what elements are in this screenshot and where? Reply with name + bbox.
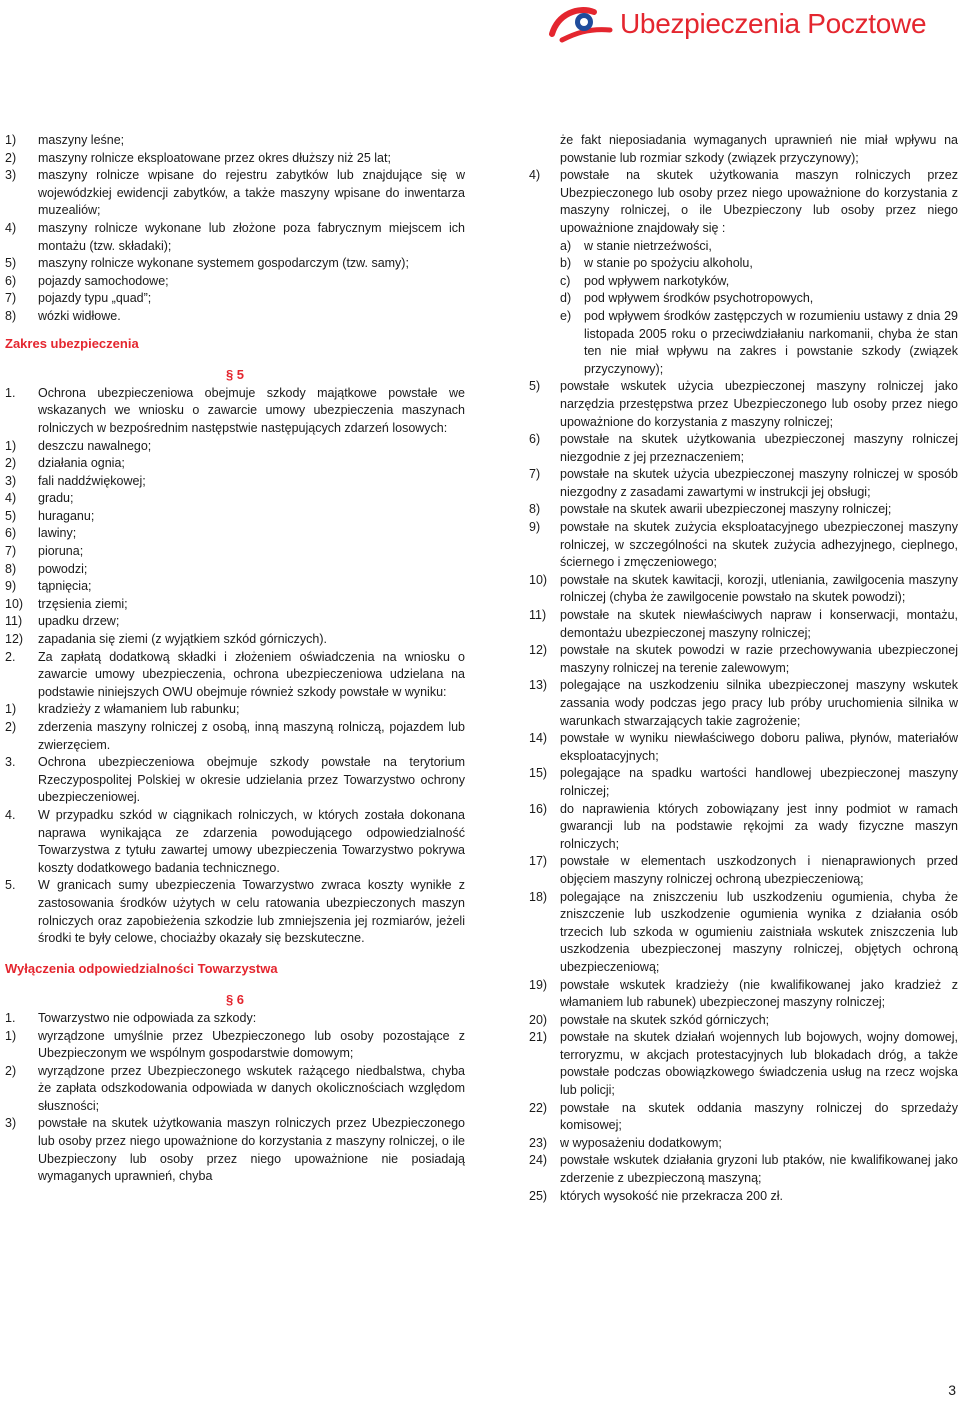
list-item-text: powstałe w elementach uszkodzonych i nienaprawionych przed objęciem maszyny rolniczej ochroną ubezpieczeniową; — [560, 854, 958, 886]
ubezpieczenia-pocztowe-logo-icon — [548, 4, 614, 44]
list-item-number: 1) — [5, 702, 17, 717]
list-item — [529, 466, 958, 501]
list-item-text: gradu; — [38, 491, 74, 506]
list-item-text: powstałe wskutek użycia ubezpieczonej maszyny rolniczej jako narzędzia przestępstwa przez Ubezpieczonego lub osoby przez niego upoważnione do korzystania z maszyny rolniczej; — [560, 379, 958, 429]
list-item-number: 23) — [529, 1135, 548, 1150]
list-item-text: polegające na zniszczeniu lub uszkodzeniu ogumienia, chyba że zniszczenie lub uszkodzenie ogumienia wynika z działania osób trzecich lub szkoda w ogumieniu zaistniała wskutek zniszczenia lub uszkodzenia ubezpieczonej maszyny rolniczej, objętych ochroną ubezpieczeniową; — [560, 889, 958, 974]
exclusions-list — [5, 1028, 465, 1186]
list-item-number: 22) — [529, 1100, 548, 1115]
list-item — [5, 273, 465, 291]
list-item — [529, 765, 958, 800]
list-item-text: powstałe na skutek powodzi w razie przechowywania ubezpieczonej maszyny rolniczej na terenie zalewowym; — [560, 643, 958, 675]
list-item-text: tąpnięcia; — [38, 579, 92, 594]
sub-list-item — [560, 308, 958, 378]
paragraph-1: 1. Ochrona ubezpieczeniowa obejmuje szkody majątkowe powstałe we wskazanych we wniosku o zawarcie umowy ubezpieczenia maszynach rolniczych w bezpośrednim następstwie następujących zdarzeń losowych: — [5, 385, 465, 435]
list-item-number: 2) — [5, 1063, 17, 1078]
list-item — [5, 561, 465, 579]
list-item — [5, 255, 465, 273]
list-item — [529, 607, 958, 642]
zakres-paragraphs-cont — [5, 649, 465, 702]
list-item-text: powstałe wskutek działania gryzoni lub ptaków, nie kwalifikowanej jako zderzenie z ubezpieczoną maszyną; — [560, 1153, 958, 1186]
list-item — [5, 438, 465, 456]
additional-coverage-list — [5, 701, 465, 754]
list-item-text: powstałe na skutek użytkowania ubezpieczonej maszyny rolniczej niezgodnie z jej przeznaczeniem; — [560, 432, 958, 464]
paragraph-6-1: 1. Towarzystwo nie odpowiada za szkody: — [5, 1010, 257, 1025]
list-item-text: których wysokość nie przekracza 200 zł. — [560, 1188, 784, 1203]
list-item — [5, 473, 465, 491]
list-item-number: e) — [560, 308, 572, 323]
list-item-number: 16) — [529, 801, 548, 816]
wylaczenia-paragraphs — [5, 1010, 465, 1028]
random-events-list — [5, 438, 465, 649]
sub-list-item — [560, 273, 958, 291]
list-item-number: 1) — [5, 438, 17, 453]
sub-list-item — [560, 290, 958, 308]
list-item-number: 25) — [529, 1188, 548, 1203]
list-item-number: 6) — [5, 526, 17, 541]
list-item — [5, 1028, 465, 1063]
list-item-text: pod wpływem środków psychotropowych, — [584, 291, 814, 306]
list-item-text: wyrządzone umyślnie przez Ubezpieczonego lub osoby pozostające z Ubezpieczonym we wspólnym gospodarstwie domowym; — [38, 1028, 465, 1061]
list-item-number: 4) — [5, 220, 17, 235]
list-item-number: 13) — [529, 678, 548, 693]
list-item — [5, 490, 465, 508]
list-item-text: pojazdy typu „quad”; — [38, 291, 152, 306]
list-item-text: maszyny leśne; — [38, 133, 125, 147]
list-item-number: 2) — [5, 456, 17, 471]
list-item-number: 8) — [529, 502, 541, 517]
list-item-number: c) — [560, 273, 571, 288]
paragraph-2: 2. Za zapłatą dodatkową składki i złożeniem oświadczenia na wniosku o zawarcie umowy ubezpieczenia, ochrona ubezpieczeniowa udzielana na podstawie niniejszych OWU obejmuje również szkody powstałe w wyniku: — [5, 649, 465, 699]
list-item-text: huraganu; — [38, 508, 95, 523]
list-item-number: 17) — [529, 854, 548, 869]
list-item — [529, 730, 958, 765]
excluded-machines-list — [5, 132, 465, 326]
list-item-text: powstałe w wyniku niewłaściwego doboru paliwa, płynów, materiałów eksploatacyjnych; — [560, 731, 958, 763]
list-item — [529, 1152, 958, 1187]
brand-logo — [500, 0, 960, 52]
list-item-number: 5) — [5, 508, 17, 523]
logo-text: Ubezpieczenia Pocztowe — [620, 8, 927, 39]
paragraph-3: 3. Ochrona ubezpieczeniowa obejmuje szkody powstałe na terytorium Rzeczypospolitej Polskiej w okresie udzielania przez Towarzystwo ochrony ubezpieczeniowej. — [5, 755, 465, 805]
list-item — [529, 378, 958, 431]
list-item — [5, 308, 465, 326]
exclusions-list-more — [529, 378, 958, 1205]
list-item-text: wózki widłowe. — [38, 308, 121, 323]
list-item — [5, 613, 465, 631]
list-item — [5, 719, 465, 754]
list-item-text: deszczu nawalnego; — [38, 438, 152, 453]
list-item-text: wyrządzone przez Ubezpieczonego wskutek rażącego niedbalstwa, chyba że zapłata odszkodowania odpowiada w danych okolicznościach względom słuszności; — [38, 1063, 465, 1113]
list-item — [529, 1100, 958, 1135]
list-item-text: pioruna; — [38, 544, 84, 559]
list-item-number: b) — [560, 256, 572, 271]
list-item-text: polegające na uszkodzeniu silnika ubezpieczonej maszyny wskutek zassania wody podczas jego pracy lub próby uruchomienia silnika w warunkach stwarzających takie zagrożenie; — [560, 678, 958, 728]
list-item-text: upadku drzew; — [38, 614, 120, 629]
list-item — [529, 1012, 958, 1030]
list-item-text: w wyposażeniu dodatkowym; — [560, 1135, 722, 1150]
list-item-number: 2) — [5, 720, 17, 734]
list-item — [529, 572, 958, 607]
zakres-paragraphs-cont2 — [5, 754, 465, 948]
list-item-text: działania ognia; — [38, 456, 125, 471]
list-item — [529, 431, 958, 466]
intoxication-sublist — [560, 238, 958, 379]
list-item — [5, 1115, 465, 1185]
list-item — [529, 1188, 958, 1206]
list-item-text: powstałe na skutek oddania maszyny rolniczej do sprzedaży komisowej; — [560, 1100, 958, 1133]
list-item-number: 6) — [5, 273, 17, 288]
list-item — [529, 642, 958, 677]
list-item-text: powstałe na skutek szkód górniczych; — [560, 1012, 770, 1027]
list-item — [5, 220, 465, 255]
list-item-text: lawiny; — [38, 526, 77, 541]
exclusion-item-4: 4) powstałe na skutek użytkowania maszyn rolniczych przez Ubezpieczonego lub osoby przez niego upoważnione do korzystania z maszyny rolniczej, o ile Ubezpieczony lub osoby przez niego upoważnione znajdowały się : a) w stanie nietrzeźwości, b) w stanie po spożyciu alkoholu, c) pod wpływem narkotyków, d) pod wpływem środków psychotropowych, e) pod wpływem środków zastępczych w rozumieniu ustawy z dnia 29 listopada 2005 roku o przeciwdziałaniu narkomanii, chyba że stan ten nie miał wpływu na zakres i powstanie szkody (związek przyczynowy); — [529, 167, 958, 378]
list-item-text: maszyny rolnicze wykonane systemem gospodarczym (tzw. samy); — [38, 256, 409, 271]
list-item-number: 2) — [5, 150, 17, 165]
continuation-text: że fakt nieposiadania wymaganych uprawnień nie miał wpływu na powstanie lub rozmiar szkody (związek przyczynowy); — [560, 133, 958, 165]
list-item-number: 8) — [5, 308, 17, 323]
list-item-number: 6) — [529, 432, 541, 447]
list-item — [5, 596, 465, 614]
list-item-text: zderzenia maszyny rolniczej z osobą, inną maszyną rolniczą, pojazdem lub zwierzęciem. — [38, 720, 465, 752]
list-item — [529, 677, 958, 730]
list-item-text: fali naddźwiękowej; — [38, 473, 146, 488]
list-item — [529, 889, 958, 977]
list-item — [5, 132, 465, 150]
zakres-paragraphs — [5, 385, 465, 438]
section-number-6: § 6 — [225, 992, 245, 1008]
list-item-number: 15) — [529, 766, 548, 781]
list-item-number: 4) — [5, 491, 17, 506]
list-item — [529, 1135, 958, 1153]
list-item — [5, 578, 465, 596]
list-item — [5, 701, 465, 719]
list-item-text: zapadania się ziemi (z wyjątkiem szkód górniczych). — [38, 632, 327, 647]
list-item-number: 11) — [5, 614, 23, 629]
list-item-text: powstałe na skutek zużycia eksploatacyjnego ubezpieczonej maszyny rolniczej, w szczególności na skutek zużycia adhezyjnego, cieplnego, ściernego i zmęczeniowego; — [560, 520, 958, 570]
list-item-number: 10) — [5, 596, 24, 611]
list-item-text: maszyny rolnicze wykonane lub złożone poza fabrycznym miejscem ich montażu (tzw. składaki); — [38, 220, 465, 253]
list-item-number: 7) — [5, 291, 17, 306]
page-number: 3 — [948, 1382, 956, 1398]
list-item — [5, 1063, 465, 1116]
list-item-number: 20) — [529, 1012, 548, 1027]
list-item — [5, 167, 465, 220]
list-item-number: 10) — [529, 572, 548, 587]
list-item-number: 12) — [529, 643, 548, 658]
list-item-text: powstałe na skutek kawitacji, korozji, utleniania, zawilgocenia maszyny rolniczej (chyba że zawilgocenie powstało na skutek powodzi); — [560, 572, 958, 605]
list-item-number: 3) — [5, 473, 17, 488]
list-item-number: 7) — [5, 544, 17, 559]
list-item-number: 8) — [5, 561, 17, 576]
list-item — [529, 519, 958, 572]
list-item-number: 24) — [529, 1153, 548, 1168]
list-item-number: 3) — [5, 1116, 17, 1131]
list-item — [5, 525, 465, 543]
paragraph-5: 5. W granicach sumy ubezpieczenia Towarzystwo zwraca koszty wynikłe z zastosowania środków użytych w celu ratowania ubezpieczonych maszyn rolniczych oraz zapobieżenia szkodzie lub zmniejszenia jej rozmiarów, jeżeli środki te były celowe, chociażby okazały się bezskuteczne. — [5, 878, 465, 946]
list-item-number: 12) — [5, 632, 24, 647]
right-column — [529, 132, 958, 1205]
list-item — [529, 1029, 958, 1099]
list-item-number: 3) — [5, 168, 17, 183]
left-column — [5, 132, 465, 1186]
list-item-text: w stanie nietrzeźwości, — [584, 238, 712, 253]
list-item — [5, 631, 465, 649]
list-item-number: 7) — [529, 467, 541, 482]
list-item-number: 9) — [5, 579, 17, 594]
list-item-text: pod wpływem środków zastępczych w rozumieniu ustawy z dnia 29 listopada 2005 roku o przeciwdziałaniu narkomanii, chyba że stan ten nie miał wpływu na zakres i powstanie szkody (związek przyczynowy); — [584, 308, 958, 376]
list-item-text: polegające na spadku wartości handlowej ubezpieczonej maszyny rolniczej; — [560, 766, 958, 798]
list-item — [5, 290, 465, 308]
list-item — [5, 508, 465, 526]
list-item-text: powstałe na skutek niewłaściwych napraw i konserwacji, montażu, demontażu ubezpieczonej maszyny rolniczej; — [560, 608, 958, 640]
list-item-text: pod wpływem narkotyków, — [584, 273, 730, 288]
list-item — [5, 543, 465, 561]
section-heading-wylaczenia: Wyłączenia odpowiedzialności Towarzystwa — [5, 960, 278, 976]
list-item-text: powstałe na skutek użycia ubezpieczonej maszyny rolniczej w sposób niezgodny z zasadami zawartymi w instrukcji jej obsługi; — [560, 467, 958, 499]
list-item-text: maszyny rolnicze wpisane do rejestru zabytków lub znajdujące się w wojewódzkiej ewidencji zabytków, a także maszyny wpisane do inwentarza muzealiów; — [38, 168, 465, 218]
list-item-text: maszyny rolnicze eksploatowane przez okres dłuższy niż 25 lat; — [38, 150, 391, 165]
list-item-number: 14) — [529, 731, 548, 746]
paragraph-4: 4. W przypadku szkód w ciągnikach rolniczych, w których została dokonana naprawa wynikająca ze zdarzenia powodującego odpowiedzialność Towarzystwa z tytułu zawartej umowy ubezpieczenia Towarzystwo pokrywa koszty dodatkowego badania technicznego. — [5, 807, 465, 875]
list-item-text: kradzieży z włamaniem lub rabunku; — [38, 702, 240, 717]
list-item — [529, 977, 958, 1012]
section-heading-zakres: Zakres ubezpieczenia — [5, 335, 139, 351]
exclusions-list-cont — [529, 167, 958, 378]
list-item-number: 1) — [5, 133, 17, 147]
list-item — [529, 501, 958, 519]
sub-list-item — [560, 255, 958, 273]
list-item-number: 1) — [5, 1028, 17, 1043]
list-item — [5, 455, 465, 473]
list-item-number: a) — [560, 238, 572, 253]
section-number-5: § 5 — [225, 367, 245, 383]
list-item-text: powstałe na skutek użytkowania maszyn rolniczych przez Ubezpieczonego lub osoby przez niego upoważnione do korzystania z maszyny rolniczej, o ile Ubezpieczony lub osoby przez niego upoważnione nie posiadają wymaganych uprawnień, chyba — [38, 1116, 465, 1184]
list-item — [5, 150, 465, 168]
list-item-number: 18) — [529, 889, 548, 904]
list-item — [529, 853, 958, 888]
list-item-number: d) — [560, 291, 572, 306]
list-item-number: 5) — [5, 256, 17, 271]
list-item-number: 21) — [529, 1030, 548, 1045]
list-item-text: powstałe na skutek działań wojennych lub bojowych, wojny domowej, terroryzmu, w akcjach protestacyjnych lub blokadach dróg, a także powstałe podczas obowiązkowego świadczenia usług na rzecz wojska lub policji; — [560, 1030, 958, 1098]
list-item-text: powodzi; — [38, 561, 88, 576]
sub-list-item — [560, 238, 958, 256]
list-item-number: 5) — [529, 379, 541, 394]
list-item-number: 11) — [529, 608, 547, 623]
list-item-text: pojazdy samochodowe; — [38, 273, 169, 288]
list-item — [529, 801, 958, 854]
list-item-number: 9) — [529, 520, 541, 535]
list-item-text: do naprawienia których zobowiązany jest inny podmiot w ramach gwarancji lub na podstawie rękojmi za wady fizyczne maszyn rolniczych; — [560, 801, 958, 851]
list-item-text: trzęsienia ziemi; — [38, 596, 128, 611]
list-item-number: 19) — [529, 977, 548, 992]
list-item-text: w stanie po spożyciu alkoholu, — [584, 256, 753, 271]
list-item-text: powstałe na skutek awarii ubezpieczonej maszyny rolniczej; — [560, 502, 892, 517]
list-item-text: powstałe wskutek kradzieży (nie kwalifikowanej jako kradzież z włamaniem lub rabunek) ubezpieczonej maszyny rolniczej; — [560, 977, 958, 1010]
